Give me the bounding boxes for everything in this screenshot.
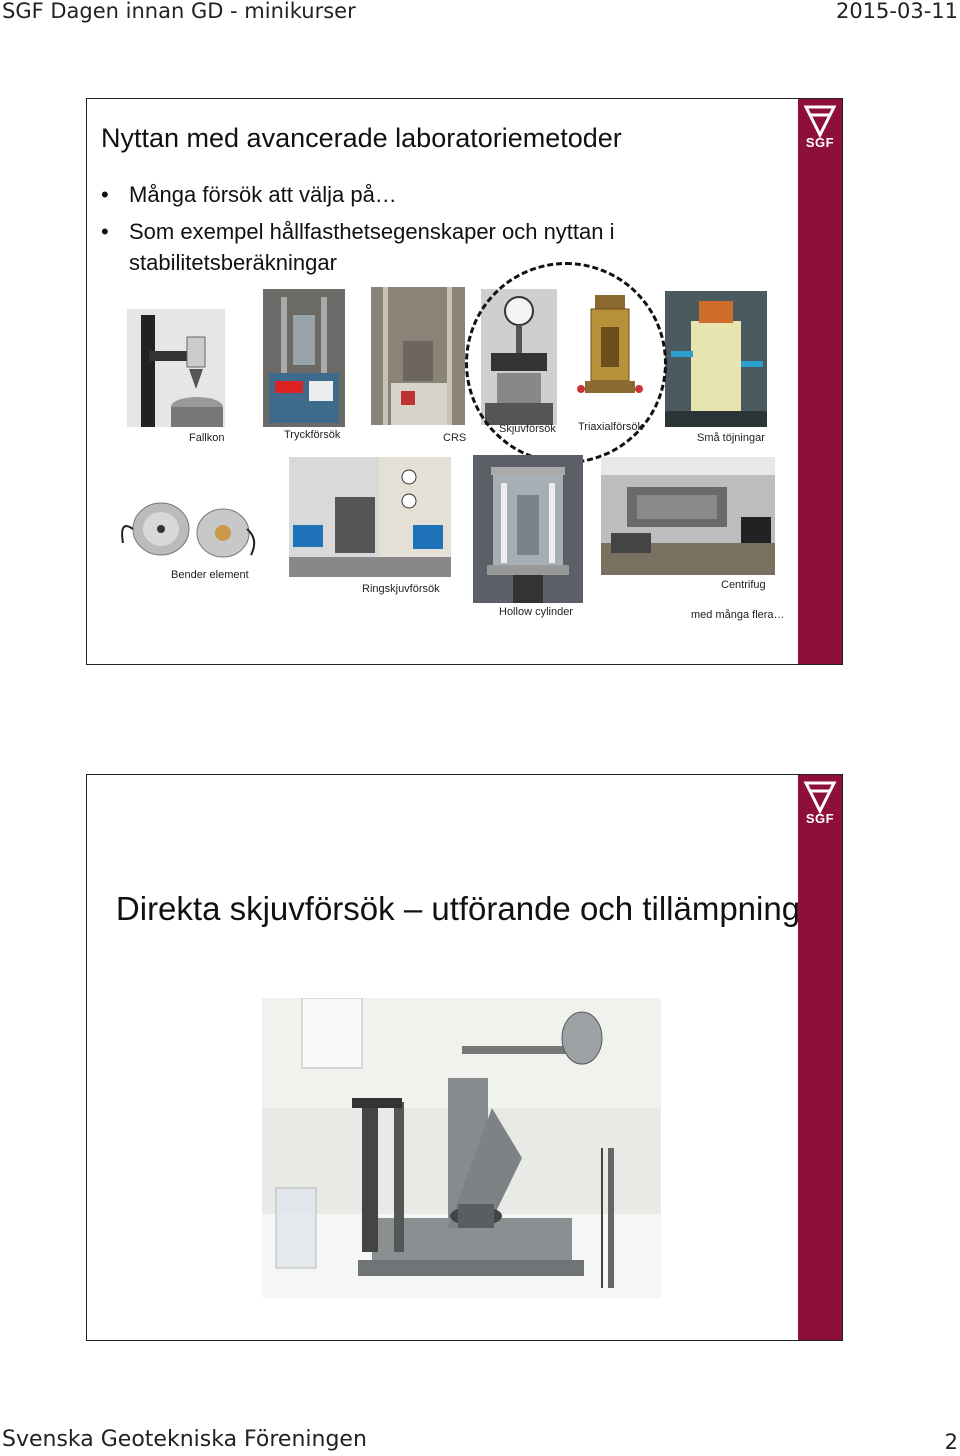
caption-sma-tojningar: Små töjningar xyxy=(697,432,765,444)
caption-crs: CRS xyxy=(443,432,467,444)
slide-2 xyxy=(86,774,843,1341)
page-number: 2 xyxy=(944,1430,958,1454)
caption-hollow-cylinder: Hollow cylinder xyxy=(499,606,573,618)
ringskjuvforsok-photo xyxy=(289,457,451,577)
page-header-title: SGF Dagen innan GD - minikurser xyxy=(2,0,356,23)
page-header-date: 2015-03-11 xyxy=(835,0,958,23)
caption-fallkon: Fallkon xyxy=(189,432,225,444)
centrifug-photo xyxy=(601,457,775,575)
slide-1-title: Nyttan med avancerade laboratoriemetoder xyxy=(101,123,622,153)
caption-triaxialforsok: Triaxialförsök xyxy=(578,421,643,433)
caption-centrifug: Centrifug xyxy=(721,579,766,591)
bullet-text: Många försök att välja på… xyxy=(129,182,397,207)
direct-shear-apparatus-photo xyxy=(262,998,661,1298)
caption-ringskjuvforsok: Ringskjuvförsök xyxy=(362,583,440,595)
caption-skjuvforsok: Skjuvförsök xyxy=(499,423,556,435)
caption-tryckforsok: Tryckförsök xyxy=(284,429,341,441)
sma-tojningar-photo xyxy=(665,291,767,427)
bullet-text: Som exempel hållfasthetsegenskaper och nyttan i stabilitetsberäkningar xyxy=(129,219,615,275)
highlight-circle xyxy=(465,262,667,464)
fallkon-photo xyxy=(127,309,225,427)
bullet-item: • Många försök att välja på… xyxy=(101,182,397,207)
hollow-cylinder-photo xyxy=(473,455,583,603)
page-footer-organization: Svenska Geotekniska Föreningen xyxy=(2,1427,367,1452)
brand-bar xyxy=(798,99,842,664)
sgf-logo-text: SGF xyxy=(805,811,835,826)
bender-element-photo xyxy=(113,499,259,563)
slide-1 xyxy=(86,98,843,665)
sgf-logo-text: SGF xyxy=(805,135,835,150)
tryckforsok-photo xyxy=(263,289,345,427)
bullet-item: • Som exempel hållfasthetsegenskaper och nyttan i stabilitetsberäkningar xyxy=(101,219,615,275)
caption-bender-element: Bender element xyxy=(171,569,249,581)
crs-photo xyxy=(371,287,465,425)
slide-2-title: Direkta skjuvförsök – utförande och tillämpning xyxy=(115,890,801,927)
caption-med-manga-flera: med många flera… xyxy=(691,609,785,621)
brand-bar xyxy=(798,775,842,1340)
bullet-list xyxy=(101,179,741,284)
